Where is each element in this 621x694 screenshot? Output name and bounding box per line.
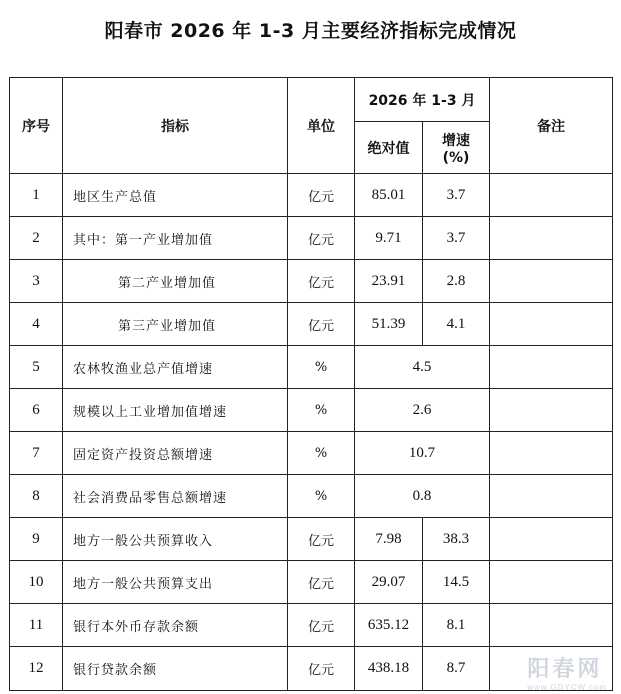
row-unit: 亿元 [288, 174, 355, 217]
table-row [10, 475, 613, 518]
row-unit: % [288, 389, 355, 432]
row-merged-value: 0.8 [355, 475, 490, 518]
row-unit: 亿元 [288, 260, 355, 303]
row-name: 银行贷款余额 [63, 647, 288, 691]
row-merged-value: 10.7 [355, 432, 490, 475]
table-row [10, 518, 613, 561]
row-seq: 7 [10, 432, 63, 475]
table-row [10, 260, 613, 303]
row-name: 固定资产投资总额增速 [63, 432, 288, 475]
row-growth: 8.1 [423, 604, 490, 647]
row-name: 第二产业增加值 [63, 260, 288, 303]
row-note [490, 174, 613, 217]
row-unit: % [288, 475, 355, 518]
header-note: 备注 [490, 78, 613, 174]
row-value: 7.98 [355, 518, 423, 561]
table-row [10, 647, 613, 691]
row-growth: 14.5 [423, 561, 490, 604]
row-note [490, 260, 613, 303]
row-note [490, 604, 613, 647]
row-note [490, 303, 613, 346]
row-value: 438.18 [355, 647, 423, 691]
row-note [490, 475, 613, 518]
row-seq: 11 [10, 604, 63, 647]
row-growth: 8.7 [423, 647, 490, 691]
header-seq: 序号 [10, 78, 63, 174]
row-unit: 亿元 [288, 303, 355, 346]
row-growth: 38.3 [423, 518, 490, 561]
row-note [490, 561, 613, 604]
row-growth: 3.7 [423, 174, 490, 217]
page-title: 阳春市 2026 年 1-3 月主要经济指标完成情况 [104, 20, 517, 42]
row-name: 第三产业增加值 [63, 303, 288, 346]
row-note [490, 346, 613, 389]
row-seq: 2 [10, 217, 63, 260]
row-name: 地区生产总值 [63, 174, 288, 217]
row-name: 其中：第一产业增加值 [63, 217, 288, 260]
row-value: 51.39 [355, 303, 423, 346]
row-seq: 3 [10, 260, 63, 303]
watermark-text: 阳春网 [527, 656, 603, 681]
row-growth: 3.7 [423, 217, 490, 260]
header-growth-label: 增速 [442, 132, 470, 149]
row-seq: 9 [10, 518, 63, 561]
row-value: 29.07 [355, 561, 423, 604]
table-row [10, 432, 613, 475]
table-row [10, 174, 613, 217]
header-row [10, 78, 613, 122]
row-seq: 10 [10, 561, 63, 604]
row-unit: 亿元 [288, 518, 355, 561]
row-name: 地方一般公共预算支出 [63, 561, 288, 604]
row-note [490, 389, 613, 432]
header-absolute: 绝对值 [355, 122, 423, 174]
header-indicator: 指标 [63, 78, 288, 174]
table-row [10, 346, 613, 389]
row-value: 9.71 [355, 217, 423, 260]
row-name: 农林牧渔业总产值增速 [63, 346, 288, 389]
row-growth: 4.1 [423, 303, 490, 346]
header-period: 2026 年 1-3 月 [355, 78, 490, 122]
watermark-logo [527, 652, 607, 692]
row-merged-value: 2.6 [355, 389, 490, 432]
row-seq: 4 [10, 303, 63, 346]
row-unit: 亿元 [288, 647, 355, 691]
row-seq: 6 [10, 389, 63, 432]
row-unit: 亿元 [288, 561, 355, 604]
row-note [490, 432, 613, 475]
row-name: 规模以上工业增加值增速 [63, 389, 288, 432]
row-merged-value: 4.5 [355, 346, 490, 389]
row-value: 635.12 [355, 604, 423, 647]
header-unit: 单位 [288, 78, 355, 174]
row-name: 社会消费品零售总额增速 [63, 475, 288, 518]
table-row [10, 561, 613, 604]
row-unit: % [288, 346, 355, 389]
table-row [10, 217, 613, 260]
indicator-table [9, 77, 613, 691]
row-seq: 1 [10, 174, 63, 217]
table-row [10, 389, 613, 432]
row-name: 地方一般公共预算收入 [63, 518, 288, 561]
row-seq: 8 [10, 475, 63, 518]
row-growth: 2.8 [423, 260, 490, 303]
header-growth [423, 122, 490, 174]
row-note [490, 217, 613, 260]
row-seq: 12 [10, 647, 63, 691]
watermark-url: www.GDYCW.com [527, 683, 607, 692]
table-row [10, 604, 613, 647]
row-value: 85.01 [355, 174, 423, 217]
header-growth-unit: (%) [442, 149, 470, 166]
row-seq: 5 [10, 346, 63, 389]
table-row [10, 303, 613, 346]
row-unit: 亿元 [288, 604, 355, 647]
row-unit: 亿元 [288, 217, 355, 260]
row-value: 23.91 [355, 260, 423, 303]
row-name: 银行本外币存款余额 [63, 604, 288, 647]
row-note [490, 518, 613, 561]
row-unit: % [288, 432, 355, 475]
